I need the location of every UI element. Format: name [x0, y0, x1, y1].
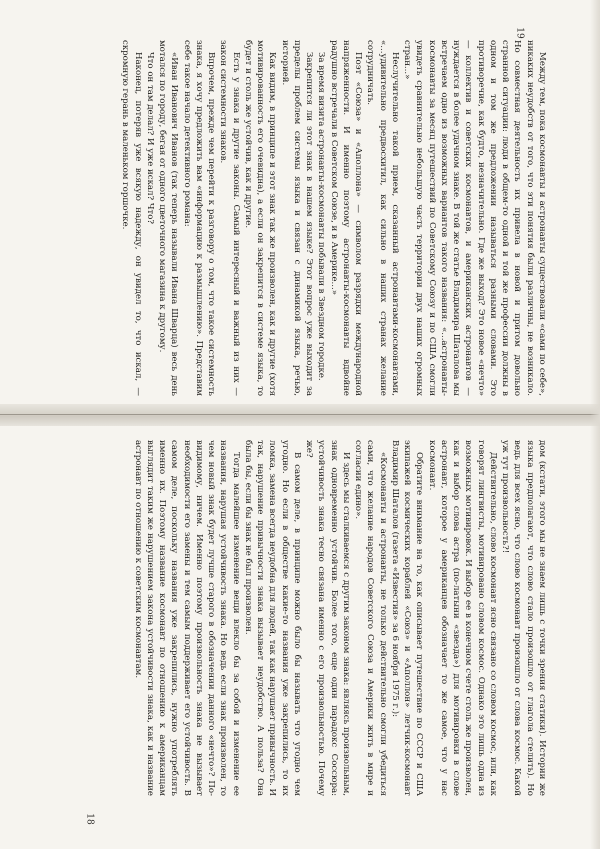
paragraph: За время визита астронавты-космонавты побывали в Звездном городке.	[316, 52, 327, 381]
paragraph: «Иван Иванович Иванов (так теперь называли Ивана Шварца) весь день мотался по городу, бегая от одного цветочного магазина к другому.	[157, 40, 180, 396]
page-18-text	[88, 440, 548, 796]
paragraph: дом (кстати, этого мы не знаем лишь с точки зрения статики). Истории же языка предполагают, что слово стало произошло от глагола стелить). Но ведь для всех ясно, что слово космонавт произошло от слова космос. Какой уж тут произвольность?!	[500, 440, 547, 796]
page-number-18: 18	[84, 813, 95, 825]
paragraph: Есть у знака и другие законы. Самый интересный и важный из них — закон системности знаков.	[218, 40, 241, 396]
paragraph: Действительно, слово космонавт ясно связано со словом космос, или, как говорят лингвисты, мотивировано словом космос. Однако это лишь одна из возможных мотивировок. И выбор ее в конечном счете столь же произволен, как и выбор слова астра (по-латыни «звезда») для мотивировки в слове астронавт, которое у американцев обозначает то же самое, что у нас космонавт.	[426, 440, 498, 796]
page-edge-shadow	[590, 0, 600, 849]
paragraph: Обратите внимание на то, как описывает путешествие по СССР и США экипажей космических кораблей «Союз» и «Аполлон» летчик-космонавт Владимир Шаталов (газета «Известия» за 6 ноября 1975 г.):	[390, 440, 425, 796]
paragraph: Тогда малейшее изменение вещи влекло бы за собой и изменение ее названия, нарушая устойчивость знака. Но ведь если знак произволен, то чем новый знак будет лучше старого в обозначении данного «нечто»? По-видимому, ничем. Именно поэтому произвольность знака не вызывает необходимости его замены и тем самым поддерживает его устойчивость. В самом деле, поскольку названия уже закрепились, нужно употреблять именно их. Поэтому название космонавт по отношению к американцам выглядит таким же нарушением закона устойчивости знака, как и название астронавт по отношению к советским космонавтам.	[132, 440, 241, 796]
page-19-text	[88, 40, 548, 396]
book-gutter	[0, 404, 600, 426]
page-number-19: 19	[514, 27, 525, 39]
gutter-fold-line	[0, 414, 600, 415]
paragraph: «Космонавты и астронавты, не только действительно смогли убедиться сами, что желание народов Советского Союза и Америки жить в мире и согласии едино».	[353, 440, 388, 796]
paragraph: Между тем, пока космонавты и астронавты существовали «сами по себе», никаких неудобств от того, что эти понятия были различны, не возникало. Но совместная деятельность их привела в новой и притом довольно странной ситуации: люди в общем-то одной и той же профессии должны в одном и том же предложении называться разными словами. Это противоречие, как будто, незначительно. Где же выход? Это новое «нечто» — коллектив и советских космонавтов, и американских астронавтов — нуждается в более удачном знаке. В той же статье Владимира Шаталова мы встречаем одно из возможных вариантов такого названия: «...астронавты-космонавты за месяц путешествий по Советскому Союзу и по США смогли увидеть сравнительно небольшую часть территории двух наших огромных стран...»	[402, 40, 547, 396]
paragraph: В самом деле, в принципе можно было бы называть что угодно чем угодно. Но если в обществе какие-то названия уже закрепились, то их ломка, замена всегда неудобна для людей, так как нарушает привычность. И так, нарушение привычности знака вызывает неудобство. А польза? Она была бы, если бы знак не был произволен.	[243, 440, 302, 796]
paragraph: Как видим, в принципе и этот знак так же произволен, как и другие (хотя мотивированность его очевидна), а если он закрепится в системе языка, то будет и столь же устойчив, как и другие.	[243, 40, 278, 396]
paragraph: Впрочем, прежде чем перейти к разговору о том, что такое системность знака, я хочу предложить вам «информацию к размышлению». Представим себе такое начало детективного романа:	[181, 40, 217, 396]
paragraph: Неслучительно такой прием, сказанный астронавтами-космонавтами, «...удивительно предвосхитил, как сильно в наших странах желание сотрудничать.	[365, 40, 400, 396]
paragraph: Поэт «Союза» и «Аполлона» — символом разрядки международной напряженности. И именно поэтому астронавты-космонавты вдвойне радушно встречали в Советском Союзе, и в Америке...»	[328, 40, 364, 396]
paragraph: И здесь мы сталкиваемся с другим законом знака: являясь произвольным, знак одновременно устойчив. Более того, еще один парадокс Соссюра: устойчивость знака тесно связана именно с его произвольностью. Почему же?	[304, 440, 351, 796]
paragraph: Что он там делал? И уже искал? Что?	[145, 52, 155, 225]
paragraph: Закрепится ли этот знак в нашем языке? Этот вопрос уже выходит за пределы проблем системы языка и связан с динамикой языка, речью, историей.	[279, 40, 315, 396]
paragraph: Наконец, потеряв уже всякую надежду, он увидел то, что искал, — скромную герань в маленьком горшочке.	[120, 40, 143, 396]
